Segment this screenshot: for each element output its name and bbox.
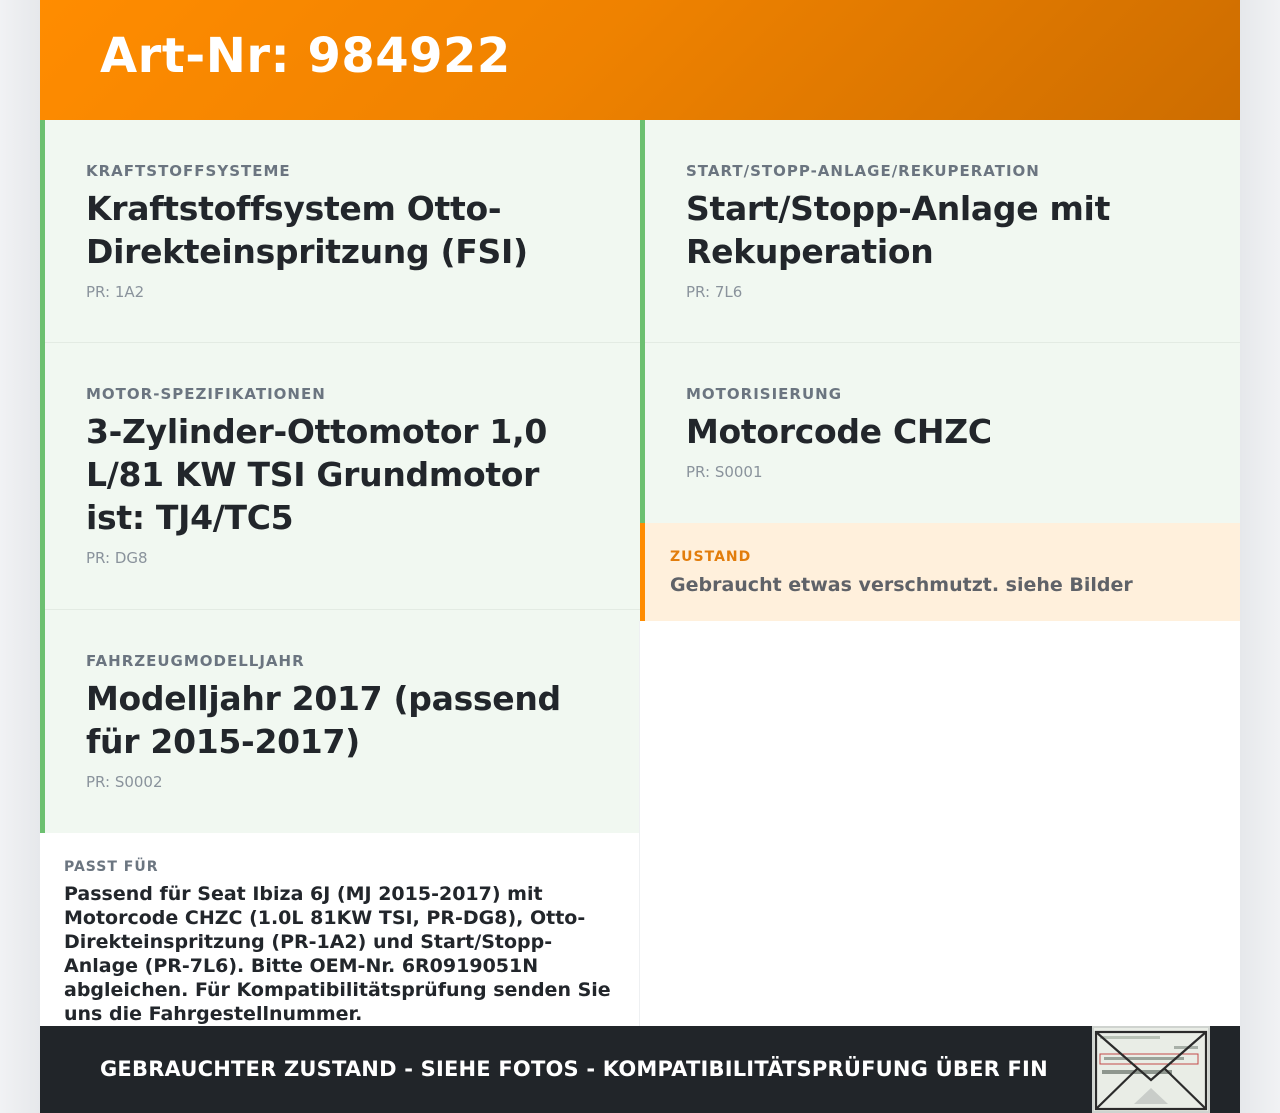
spec-card-label: FAHRZEUGMODELLJAHR [86, 652, 305, 670]
spec-card-motorisierung [640, 343, 1240, 523]
condition-box [640, 523, 1240, 621]
spec-card-pr-code: PR: S0002 [86, 773, 163, 791]
spec-card-pr-code: PR: DG8 [86, 549, 148, 567]
condition-label: ZUSTAND [670, 549, 752, 565]
article-number-title: Art-Nr: 984922 [100, 28, 511, 84]
spec-card-title: Modelljahr 2017 (passend für 2015-2017) [86, 679, 561, 761]
spec-card-label: KRAFTSTOFFSYSTEME [86, 162, 291, 180]
fitment-label: PASST FÜR [64, 859, 159, 875]
spec-card-title: Start/Stopp-Anlage mit Rekuperation [686, 189, 1111, 271]
page-background-right [1240, 0, 1280, 1113]
page-background-left [0, 0, 40, 1113]
spec-card-title: Kraftstoffsystem Otto-Direkteinspritzung (FSI) [86, 189, 528, 271]
fitment-text: Passend für Seat Ibiza 6J (MJ 2015-2017) mit Motorcode CHZC (1.0L 81KW TSI, PR-DG8), Otto-Direkteinspritzung (PR-1A2) und Start/Stopp-Anlage (PR-7L6). Bitte OEM-Nr. 6R0919051N abgleichen. Für Kompatibilitätsprüfung senden Sie uns die Fahrgestellnummer. [64, 883, 611, 1025]
footer-bar [40, 1026, 1240, 1113]
registration-document-envelope-icon [1092, 1026, 1210, 1113]
fitment-box [40, 833, 640, 1026]
spec-card-pr-code: PR: 1A2 [86, 283, 145, 301]
spec-card-start-stopp [640, 120, 1240, 343]
spec-card-kraftstoffsysteme [40, 120, 640, 343]
header-banner [40, 0, 1240, 120]
spec-card-label: MOTORISIERUNG [686, 385, 843, 403]
spec-card-fahrzeugmodelljahr [40, 610, 640, 833]
footer-notice: GEBRAUCHTER ZUSTAND - SIEHE FOTOS - KOMPATIBILITÄTSPRÜFUNG ÜBER FIN [100, 1057, 1048, 1081]
spec-card-label: MOTOR-SPEZIFIKATIONEN [86, 385, 326, 403]
spec-card-pr-code: PR: 7L6 [686, 283, 743, 301]
spec-card-label: START/STOPP-ANLAGE/REKUPERATION [686, 162, 1040, 180]
spec-card-title: 3-Zylinder-Ottomotor 1,0 L/81 KW TSI Grundmotor ist: TJ4/TC5 [86, 412, 547, 537]
spec-card-motor-spezifikationen [40, 343, 640, 610]
product-sheet [40, 0, 1240, 1113]
spec-card-pr-code: PR: S0001 [686, 463, 763, 481]
condition-text: Gebraucht etwas verschmutzt. siehe Bilder [670, 574, 1133, 596]
spec-card-title: Motorcode CHZC [686, 412, 992, 451]
